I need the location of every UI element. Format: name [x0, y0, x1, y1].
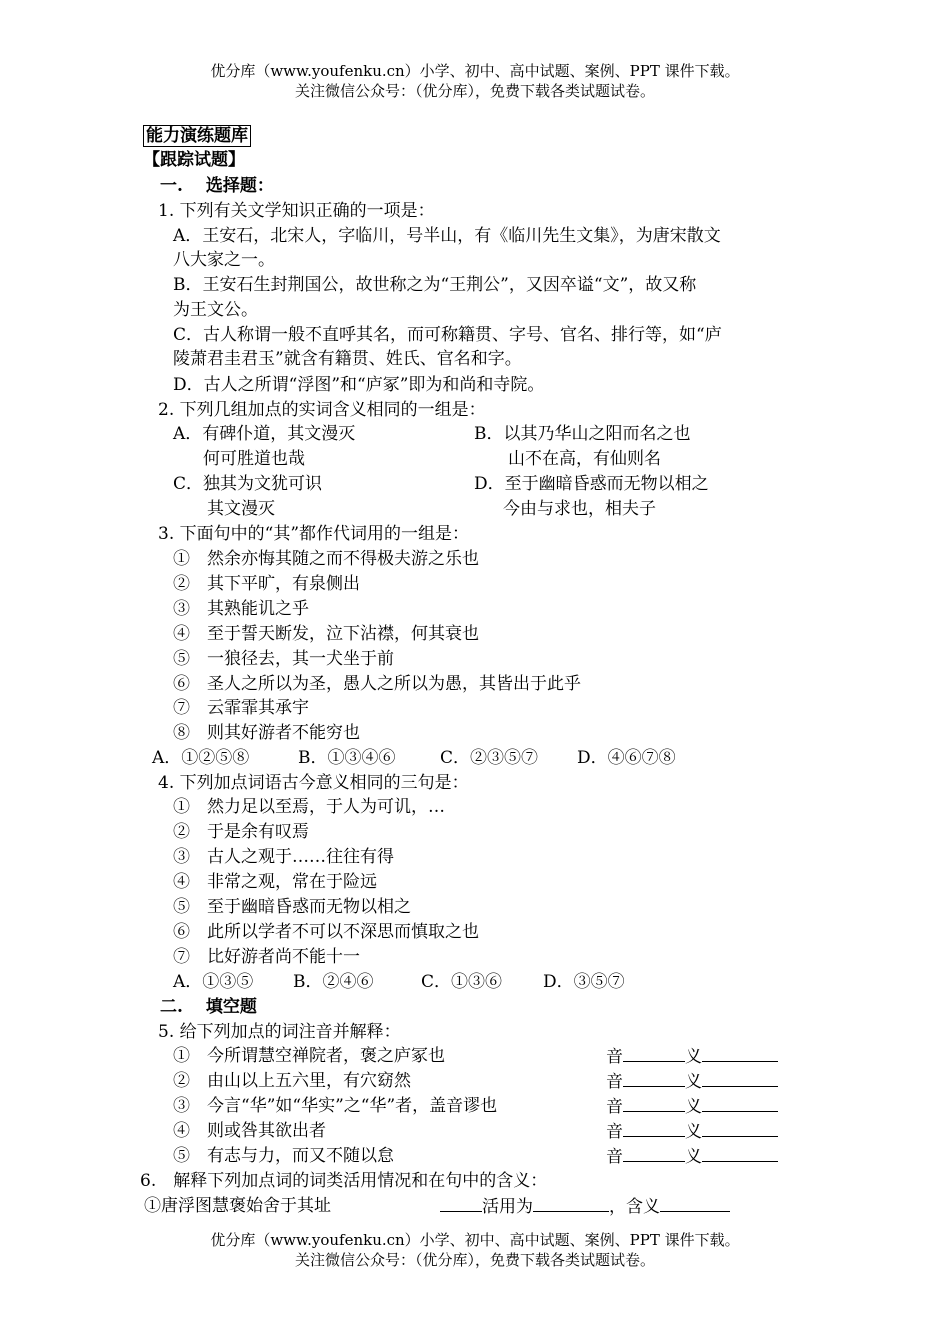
q3-item: ① 然余亦悔其随之而不得极夫游之乐也	[173, 549, 479, 569]
q2-option-a-line1: A．有碑仆道，其文漫灭	[173, 424, 356, 444]
q4-option-b: B．②④⑥	[293, 972, 374, 992]
q5-item: ③ 今言“华”如“华实”之“华”者，盖音谬也	[173, 1096, 498, 1116]
q6-answer-row: 活用为 ，含义	[440, 1194, 730, 1219]
meaning-blank[interactable]	[660, 1194, 730, 1212]
q3-item: ③ 其熟能讥之乎	[173, 599, 309, 619]
section-2-heading: 二. 填空题	[160, 997, 257, 1017]
q4-option-d: D．③⑤⑦	[543, 972, 625, 992]
section-1-heading: 一. 选择题：	[160, 176, 274, 196]
q5-item: ⑤ 有志与力，而又不随以怠	[173, 1146, 394, 1166]
q5-answer-row: 音 义	[606, 1119, 778, 1144]
q5-stem: 5. 给下列加点的词注音并解释：	[158, 1022, 401, 1042]
q2-option-d-line2: 今由与求也，相夫子	[503, 499, 656, 519]
q6-stem: 6. 解释下列加点词的词类活用情况和在句中的含义：	[140, 1171, 548, 1191]
q1-option-a-line2: 八大家之一。	[173, 250, 275, 270]
q1-option-c-line2: 陵萧君圭君玉”就含有籍贯、姓氏、官名和字。	[173, 349, 522, 369]
pronunciation-blank[interactable]	[623, 1119, 685, 1137]
part-of-speech-blank[interactable]	[440, 1194, 482, 1212]
pronunciation-blank[interactable]	[623, 1094, 685, 1112]
q4-item: ⑤ 至于幽暗昏惑而无物以相之	[173, 897, 411, 917]
q4-item: ⑥ 此所以学者不可以不深思而慎取之也	[173, 922, 479, 942]
q4-item: ③ 古人之观于……往往有得	[173, 847, 394, 867]
q2-option-c-line2: 其文漫灭	[207, 499, 275, 519]
q2-option-d-line1: D．至于幽暗昏惑而无物以相之	[474, 474, 709, 494]
q3-item: ⑤ 一狼径去，其一犬坐于前	[173, 649, 394, 669]
q5-answer-row: 音 义	[606, 1069, 778, 1094]
q2-option-b-line1: B．以其乃华山之阳而名之也	[474, 424, 691, 444]
q5-item: ② 由山以上五六里，有穴窈然	[173, 1071, 411, 1091]
q1-option-c-line1: C．古人称谓一般不直呼其名，而可称籍贯、字号、官名、排行等，如“庐	[173, 325, 722, 345]
pronunciation-blank[interactable]	[623, 1069, 685, 1087]
q3-item: ⑥ 圣人之所以为圣，愚人之所以为愚，其皆出于此乎	[173, 674, 581, 694]
used-as-blank[interactable]	[533, 1194, 609, 1212]
q4-item: ④ 非常之观，常在于险远	[173, 872, 377, 892]
q3-item: ④ 至于誓天断发，泣下沾襟，何其衰也	[173, 624, 479, 644]
footer-line-1: 优分库（www.youfenku.cn）小学、初中、高中试题、案例、PPT 课件下载。	[210, 1231, 740, 1249]
q5-item: ④ 则或咎其欲出者	[173, 1121, 326, 1141]
q4-item: ① 然力足以至焉，于人为可讥，…	[173, 797, 445, 817]
q2-option-a-line2: 何可胜道也哉	[203, 449, 305, 469]
subtitle: 【跟踪试题】	[143, 150, 245, 170]
q3-option-a: A．①②⑤⑧	[152, 748, 250, 768]
meaning-blank[interactable]	[702, 1044, 778, 1062]
q5-answer-row: 音 义	[606, 1094, 778, 1119]
title: 能力演练题库	[143, 124, 251, 148]
q1-stem: 1. 下列有关文学知识正确的一项是：	[158, 201, 435, 221]
q5-item: ① 今所谓慧空禅院者，褒之庐冢也	[173, 1046, 445, 1066]
q4-item: ⑦ 比好游者尚不能十一	[173, 947, 360, 967]
q3-option-c: C．②③⑤⑦	[440, 748, 539, 768]
meaning-blank[interactable]	[702, 1069, 778, 1087]
q4-stem: 4. 下列加点词语古今意义相同的三句是：	[158, 773, 469, 793]
q4-option-c: C．①③⑥	[421, 972, 503, 992]
meaning-blank[interactable]	[702, 1094, 778, 1112]
q3-item: ⑧ 则其好游者不能穷也	[173, 723, 360, 743]
header-line-2: 关注微信公众号：（优分库），免费下载各类试题试卷。	[294, 82, 655, 100]
q3-option-d: D．④⑥⑦⑧	[577, 748, 676, 768]
q5-answer-row: 音 义	[606, 1144, 778, 1169]
q4-item: ② 于是余有叹焉	[173, 822, 309, 842]
q6-item-1: ①唐浮图慧褒始舍于其址	[144, 1196, 331, 1216]
q1-option-a-line1: A．王安石，北宋人，字临川，号半山，有《临川先生文集》，为唐宋散文	[173, 226, 721, 246]
q3-stem: 3. 下面句中的“其”都作代词用的一组是：	[158, 524, 470, 544]
pronunciation-blank[interactable]	[623, 1144, 685, 1162]
footer-line-2: 关注微信公众号：（优分库），免费下载各类试题试卷。	[294, 1251, 655, 1269]
header-line-1: 优分库（www.youfenku.cn）小学、初中、高中试题、案例、PPT 课件下载。	[210, 62, 740, 80]
q5-answer-row: 音 义	[606, 1044, 778, 1069]
q1-option-d: D．古人之所谓“浮图”和“庐冢”即为和尚和寺院。	[173, 375, 545, 395]
pronunciation-blank[interactable]	[623, 1044, 685, 1062]
q3-item: ⑦ 云霏霏其承宇	[173, 698, 309, 718]
q2-stem: 2. 下列几组加点的实词含义相同的一组是：	[158, 400, 486, 420]
q3-option-b: B．①③④⑥	[298, 748, 396, 768]
meaning-blank[interactable]	[702, 1119, 778, 1137]
q4-option-a: A．①③⑤	[173, 972, 254, 992]
q2-option-c-line1: C．独其为文犹可识	[173, 474, 323, 494]
q3-item: ② 其下平旷，有泉侧出	[173, 574, 360, 594]
q2-option-b-line2: 山不在高，有仙则名	[508, 449, 661, 469]
q1-option-b-line1: B．王安石生封荆国公，故世称之为“王荆公”，又因卒谥“文”，故又称	[173, 275, 697, 295]
meaning-blank[interactable]	[702, 1144, 778, 1162]
q1-option-b-line2: 为王文公。	[173, 300, 258, 320]
